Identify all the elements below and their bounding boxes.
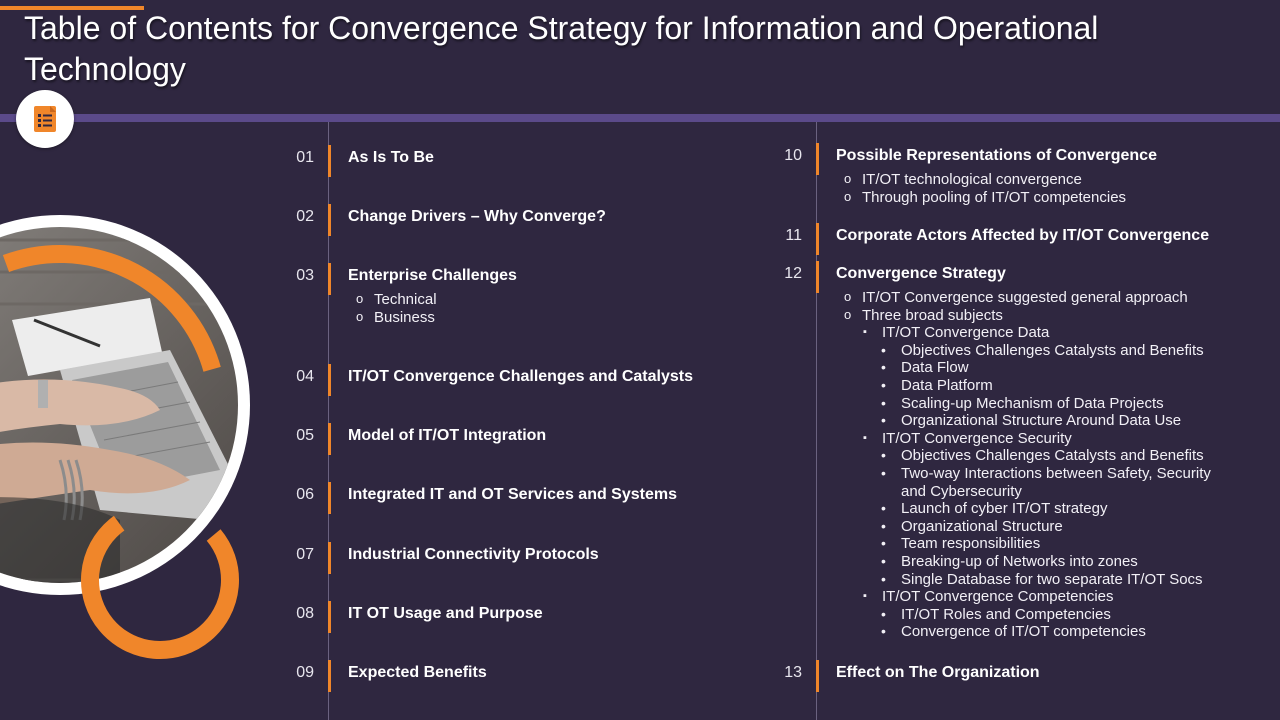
subject-heading: ▪ IT/OT Convergence Data — [844, 324, 1211, 342]
item-number: 07 — [296, 546, 314, 563]
item-label: Possible Representations of Convergence — [836, 147, 1157, 164]
item-label: As Is To Be — [348, 149, 434, 166]
subitem: o Business — [356, 309, 437, 327]
item-accent-bar — [816, 223, 819, 255]
item-accent-bar — [328, 660, 331, 692]
item-label: IT/OT Convergence Challenges and Catalysts — [348, 368, 693, 385]
item-accent-bar — [328, 542, 331, 574]
subitem: o Technical — [356, 291, 437, 309]
item-number: 05 — [296, 427, 314, 444]
subject-point: • Single Database for two separate IT/OT Socs — [844, 571, 1211, 589]
item-label: Enterprise Challenges — [348, 267, 517, 284]
item-number: 08 — [296, 605, 314, 622]
subject-point: • Launch of cyber IT/OT strategy — [844, 500, 1211, 518]
subject-point: • Breaking-up of Networks into zones — [844, 553, 1211, 571]
subject-point: • Team responsibilities — [844, 535, 1211, 553]
item-number: 04 — [296, 368, 314, 385]
item-accent-bar — [816, 261, 819, 293]
item-accent-bar — [328, 145, 331, 177]
subject-heading: ▪ IT/OT Convergence Competencies — [844, 588, 1211, 606]
item-accent-bar — [328, 364, 331, 396]
item-accent-bar — [816, 660, 819, 692]
item-subitems — [356, 291, 437, 326]
item-number: 11 — [785, 227, 802, 244]
subject-point: • Data Flow — [844, 359, 1211, 377]
item-number: 01 — [296, 149, 314, 166]
subitem: o Through pooling of IT/OT competencies — [844, 189, 1126, 207]
item-number: 03 — [296, 267, 314, 284]
subject-heading: ▪ IT/OT Convergence Security — [844, 430, 1211, 448]
item-subitems — [844, 171, 1126, 206]
item-label: IT OT Usage and Purpose — [348, 605, 543, 622]
item-number: 13 — [784, 664, 802, 681]
item-number: 09 — [296, 664, 314, 681]
item-accent-bar — [816, 143, 819, 175]
subitem: o IT/OT Convergence suggested general approach — [844, 289, 1211, 307]
subject-point: • Objectives Challenges Catalysts and Benefits — [844, 342, 1211, 360]
subject-point: • IT/OT Roles and Competencies — [844, 606, 1211, 624]
subject-point-continuation: and Cybersecurity — [901, 482, 1022, 500]
item-label: Effect on The Organization — [836, 664, 1040, 681]
header-band — [0, 114, 1280, 122]
item-number: 02 — [296, 208, 314, 225]
laptop-photo — [0, 180, 260, 680]
item-label: Corporate Actors Affected by IT/OT Convergence — [836, 227, 1210, 244]
document-list-icon — [32, 104, 58, 134]
item-label: Expected Benefits — [348, 664, 487, 681]
item-accent-bar — [328, 482, 331, 514]
document-badge — [16, 90, 74, 148]
page-title: Table of Contents for Convergence Strategy for Information and Operational Technology — [24, 10, 1099, 87]
item-number: 12 — [784, 265, 802, 282]
subject-point: • Organizational Structure — [844, 518, 1211, 536]
item-subitems — [844, 289, 1211, 641]
item-label: Convergence Strategy — [836, 265, 1006, 282]
item-number: 10 — [784, 147, 802, 164]
subitem: o Three broad subjects — [844, 307, 1211, 325]
subject-point: • Data Platform — [844, 377, 1211, 395]
subject-point: • Objectives Challenges Catalysts and Benefits — [844, 447, 1211, 465]
item-accent-bar — [328, 601, 331, 633]
subject-point: • Convergence of IT/OT competencies — [844, 623, 1211, 641]
subject-point: • Two-way Interactions between Safety, Security — [844, 465, 1211, 483]
item-label: Change Drivers – Why Converge? — [348, 208, 606, 225]
item-label: Model of IT/OT Integration — [348, 427, 547, 444]
item-accent-bar — [328, 423, 331, 455]
item-accent-bar — [328, 204, 331, 236]
divider-right — [816, 122, 817, 720]
item-accent-bar — [328, 263, 331, 295]
item-number: 06 — [296, 486, 314, 503]
subject-point: • Scaling-up Mechanism of Data Projects — [844, 395, 1211, 413]
subitem: o IT/OT technological convergence — [844, 171, 1126, 189]
item-label: Industrial Connectivity Protocols — [348, 546, 599, 563]
item-label: Integrated IT and OT Services and Systems — [348, 486, 677, 503]
subject-point: • Organizational Structure Around Data Use — [844, 412, 1211, 430]
